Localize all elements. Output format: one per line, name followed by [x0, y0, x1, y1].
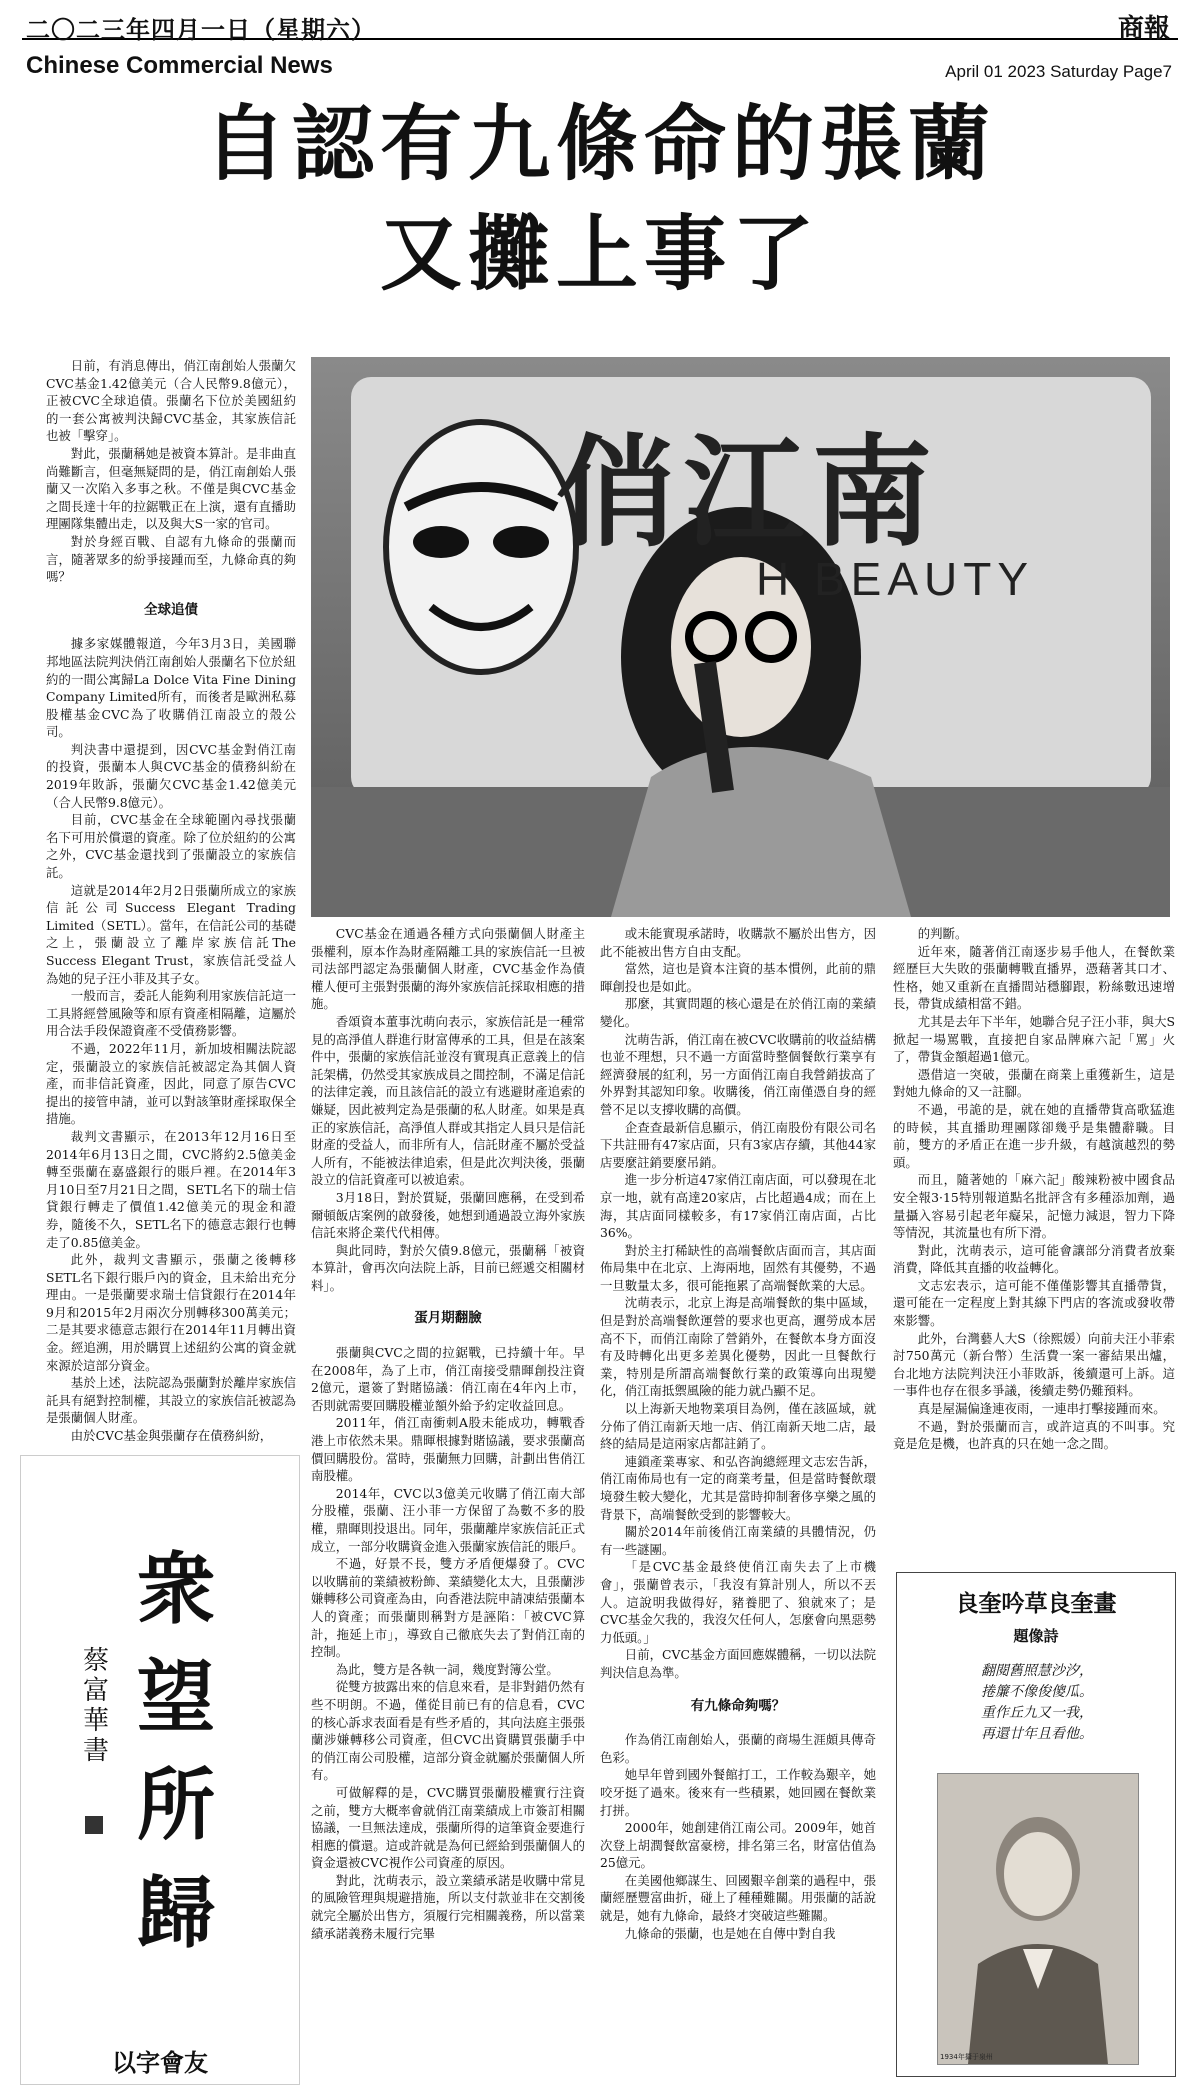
- paragraph: 對此，沈萌表示，這可能會讓部分消費者放棄消費，降低其直播的收益轉化。: [893, 1242, 1175, 1276]
- newspaper-name-chinese: 商報: [1117, 14, 1170, 44]
- calligraphy-text: 衆望所歸: [136, 1544, 215, 1959]
- paragraph: 目前，CVC基金在全球範圍內尋找張蘭名下可用於償還的資產。除了位於紐約的公寓之外，CVC基金還找到了張蘭設立的家族信託。: [46, 812, 296, 881]
- paragraph: 當然，這也是資本注資的基本慣例，此前的鼎暉創投也是如此。: [600, 961, 876, 994]
- paragraph: 2000年，她創建俏江南公司。2009年，她首次登上胡潤餐飲富豪榜，排名第三名，財富估值為25億元。: [600, 1820, 876, 1871]
- poem-panel: [896, 1572, 1176, 2077]
- paragraph: 她早年曾到國外餐館打工，工作較為艱辛，她咬牙挺了過來。後來有一些積累，她回國在餐飲業打拼。: [600, 1767, 876, 1818]
- seal-stamp: [85, 1816, 103, 1834]
- photo-banner-text: 俏江南: [556, 424, 940, 563]
- poem-line: 重作丘九又一我，: [981, 1705, 1093, 1721]
- paragraph: 進一步分析這47家俏江南店面，可以發現在北京一地，就有高達20家店，占比超過4成；而在上海，其店面同樣較多，有17家俏江南店面，占比36%。: [600, 1172, 876, 1241]
- poem-panel-title: 良奎吟草良奎畫: [955, 1591, 1117, 1617]
- article-column-3: [600, 925, 876, 2080]
- paragraph: 企查查最新信息顯示，俏江南股份有限公司名下共註冊有47家店面，只有3家店存續，其他44家店要麼註銷要麼吊銷。: [600, 1119, 876, 1170]
- paragraph: 對於身經百戰、自認有九條命的張蘭而言，隨著眾多的紛爭接踵而至，九條命真的夠嗎？: [46, 533, 296, 585]
- paragraph: 那麼，其實問題的核心還是在於俏江南的業績變化。: [600, 996, 876, 1029]
- poem-subtitle: 題像詩: [1013, 1627, 1059, 1645]
- paragraph: 「是CVC基金最終使俏江南失去了上市機會」，張蘭曾表示，「我沒有算計別人，所以不丟人。這說明我做得好，豬養肥了、狼就來了；是CVC基金欠我的，我沒欠任何人，怎麼會向黑惡勢力低頭。」: [600, 1559, 876, 1645]
- paragraph: 2011年，俏江南衝刺A股未能成功，轉戰香港上市依然未果。鼎暉根據對賭協議，要求張蘭高價回購股份。當時，張蘭無力回購，計劃出售俏江南股權。: [311, 1415, 585, 1484]
- section-heading: 有九條命夠嗎？: [690, 1697, 786, 1714]
- section-heading: 蛋月期翻臉: [414, 1310, 482, 1327]
- paragraph: 基於上述，法院認為張蘭對於離岸家族信託具有絕對控制權，其設立的家族信託被認為是張蘭個人財產。: [46, 1375, 296, 1426]
- paragraph: 香頌資本董事沈萌向表示，家族信託是一種常見的高淨值人群進行財富傳承的工具，但是在該案件中，張蘭的家族信託並沒有實現真正意義上的信託架構，仍然受其家族成員之間控制，不滿足信託的法律定義，而且該信託的設立有逃避財產追索的嫌疑，因此被判定為是張蘭的私人財產。如果是真正的家族信託，高淨值人群或其指定人員只是信託財產的受益人，而非所有人，信託財產不屬於受益人所有，不能被法律追索，但是此次判決後，張蘭設立的信託資產可以被追索。: [311, 1013, 585, 1188]
- paragraph: 張蘭與CVC之間的拉鋸戰，已持續十年。早在2008年，為了上市，俏江南接受鼎暉創投注資2億元，還簽了對賭協議：俏江南在4年內上市，否則就需要回購股權並額外給予約定收益回息。: [311, 1345, 585, 1413]
- paragraph: 此外，裁判文書顯示，張蘭之後轉移SETL名下銀行賬戶內的資金，且未給出充分理由。一是張蘭要求瑞士信貸銀行在2014年9月和2015年2月兩次分別轉移300萬美元；二是其要求德意志銀行在2014年11月轉出資金。經追溯，用於購買上述紐約公寓的資金就來源於這部分資金。: [46, 1252, 296, 1373]
- portrait-caption: 1934年攝于泉州: [940, 2053, 993, 2061]
- paragraph: 以上海新天地物業項目為例，僅在該區域，就分佈了俏江南新天地一店、俏江南新天地二店，最終的結局是這兩家店都註銷了。: [600, 1401, 876, 1452]
- paragraph: 裁判文書顯示，在2013年12月16日至2014年6月13日之間，CVC將約2.5億美金轉至張蘭在嘉盛銀行的賬戶裡。在2014年3月10日至7月21日之間，SETL名下的瑞士信貸銀行轉走了價值1.42億美元的現金和證券，隨後不久，SETL名下的德意志銀行也轉走了0.85億美金。: [46, 1128, 296, 1250]
- headline-line-2: 又攤上事了: [379, 207, 820, 302]
- calligraphy-signature: 蔡富華書: [83, 1646, 110, 1766]
- paragraph: 據多家媒體報道，今年3月3日，美國聯邦地區法院判決俏江南創始人張蘭名下位於紐約的一間公寓歸La Dolce Vita Fine Dining Company Limited所有，而後者是歐洲私募股權基金CVC為了收購俏江南設立的殼公司。: [46, 636, 296, 740]
- paragraph: 或未能實現承諾時，收購款不屬於出售方，因此不能被出售方自由支配。: [600, 926, 876, 959]
- paragraph: 不過，2022年11月，新加坡相關法院認定，張蘭設立的家族信託被認定為其個人資產，而非信託資產，因此，同意了原告CVC提出的接管申請，並可以對該筆財產採取保全措施。: [46, 1040, 296, 1127]
- paragraph: 這就是2014年2月2日張蘭所成立的家族信託公司Success Elegant Trading Limited（SETL）。當年，在信託公司的基礎之上，張蘭設立了離岸家族信託The Success Elegant Trust，家族信託受益人為她的兒子汪小菲及其子女。: [46, 882, 296, 986]
- paragraph: 可做解釋的是，CVC購買張蘭股權實行注資之前，雙方大概率會就俏江南業績成上市簽訂相關協議，一旦無法達成，張蘭所得的這筆資金要進行相應的償還。這或許就是為何已經給到張蘭個人的資金還被CVC視作公司資產的原因。: [311, 1784, 585, 1871]
- paragraph: 日前，有消息傳出，俏江南創始人張蘭欠CVC基金1.42億美元（合人民幣9.8億元），正被CVC全球追債。張蘭名下位於美國紐約的一套公寓被判決歸CVC基金，其家族信託也被「擊穿」。: [46, 358, 296, 444]
- paragraph: 對此，沈萌表示，設立業績承諾是收購中常見的風險管理與規避措施，所以支付款並非在交割後就完全屬於出售方，須履行完相關義務，所以當業績承諾義務未履行完畢: [311, 1872, 585, 1941]
- paragraph: 在美國他鄉謀生、回國艱辛創業的過程中，張蘭經歷豐富曲折，碰上了種種難關。用張蘭的話說就是，她有九條命，最終才突破這些難關。: [600, 1872, 876, 1924]
- paragraph: 近年來，隨著俏江南逐步易手他人，在餐飲業經歷巨大失敗的張蘭轉戰直播界，憑藉著其口才、性格，她又重新在直播間站穩腳跟，粉絲數迅速增長，帶貨成績相當不錯。: [893, 943, 1175, 1012]
- paragraph: 與此同時，對於欠債9.8億元，張蘭稱「被資本算計，會再次向法院上訴，目前已經遞交相關材料」。: [311, 1242, 585, 1293]
- paragraph: 一般而言，委託人能夠利用家族信託這一工具將經營風險等和原有資產相隔離，這屬於用合法手段保證資產不受債務影響。: [46, 988, 296, 1039]
- date-chinese: 二〇二三年四月一日（星期六）: [26, 16, 376, 44]
- paragraph: 對此，張蘭稱她是被資本算計。是非曲直尚難斷言，但毫無疑問的是，俏江南創始人張蘭又一次陷入多事之秋。不僅是與CVC基金之間長達十年的拉鋸戰正在上演，還有直播助理團隊集體出走，以及與大S一家的官司。: [46, 445, 296, 532]
- calligraphy-footer: 以字會友: [112, 2049, 208, 2077]
- headline-line-1: 自認有九條命的張蘭: [203, 97, 996, 192]
- calligraphy-panel: [20, 1455, 300, 2085]
- paragraph: 不過，對於張蘭而言，或許這真的不叫事。究竟是危是機，也許真的只在她一念之間。: [893, 1418, 1175, 1452]
- article-column-2: [311, 925, 585, 2080]
- date-english: April 01 2023 Saturday Page7: [945, 62, 1172, 81]
- paragraph: 判決書中還提到，因CVC基金對俏江南的投資，張蘭本人與CVC基金的債務糾紛在2019年敗訴，張蘭欠CVC基金1.42億美元（合人民幣9.8億元）。: [46, 741, 296, 810]
- section-heading: 全球追債: [144, 601, 198, 618]
- paragraph: 連鎖產業專家、和弘咨詢總經理文志宏告訴，俏江南佈局也有一定的商業考量，但是當時餐飲環境發生較大變化，尤其是當時抑制奢侈享樂之風的背景下，高端餐飲受到的影響較大。: [600, 1453, 876, 1522]
- paragraph: 從雙方披露出來的信息來看，是非對錯仍然有些不明朗。不過，僅從目前已有的信息看，CVC的核心訴求表面看是有些矛盾的，其向法庭主張張蘭涉嫌轉移公司資產，但CVC出資購買張蘭手中的俏江南公司股權，這部分資金就屬於張蘭個人所有。: [311, 1679, 585, 1783]
- photo-banner-text-english: H BEAUTY: [756, 553, 1035, 605]
- paragraph: 沈萌表示，北京上海是高端餐飲的集中區域，但是對於高端餐飲運營的要求也更高，邇勞成本居高不下，而俏江南除了營銷外，在餐飲本身方面沒有及時轉化出更多差異化優勢，因此一旦餐飲行業，特別是所謂高端餐飲行業的政策導向出現變化，俏江南抵禦風險的能力就凸顯不足。: [600, 1295, 876, 1399]
- paragraph: 憑借這一突破，張蘭在商業上重獲新生，這是對她九條命的又一註腳。: [893, 1066, 1175, 1100]
- portrait-photo: [937, 1773, 1139, 2065]
- paragraph: 此外，台灣藝人大S（徐熙媛）向前夫汪小菲索討750萬元（新台幣）生活費一案一審結果出爐，台北地方法院判決汪小菲敗訴，後續還可上訴。這一事件也存在很多爭議，後續走勢仍難預料。: [893, 1330, 1175, 1399]
- paragraph: 為此，雙方是各執一詞，幾度對簿公堂。: [335, 1661, 559, 1677]
- paragraph: 沈萌告訴，俏江南在被CVC收購前的收益結構也並不理想，只不過一方面當時整個餐飲行業享有經濟發展的紅利，另一方面俏江南自我營銷拔高了外界對其認知印象。收購後，俏江南僅憑自身的經營不足以支撐收購的高價。: [600, 1031, 876, 1117]
- paragraph: 不過，弔詭的是，就在她的直播帶貨高歌猛進的時候，其直播助理團隊卻幾乎是集體辭職。目前，雙方的矛盾正在進一步升級，有越演越烈的勢頭。: [893, 1101, 1175, 1170]
- paragraph: 不過，好景不長，雙方矛盾便爆發了。CVC以收購前的業績被粉飾、業績變化太大，且張蘭涉嫌轉移公司資產為由，向香港法院申請凍結張蘭本人的資產；而張蘭則稱對方是誣陷：「被CVC算計，拖延上市」，導致自己徹底失去了對俏江南的控制。: [311, 1556, 585, 1660]
- masthead: [22, 8, 1178, 44]
- paragraph: 而且，隨著她的「麻六記」酸辣粉被中國食品安全報3·15特別報道點名批評含有多種添加劑，過量攝入容易引起老年癡呆，記憶力減退，智力下降等情況，其流量也有所下滑。: [893, 1172, 1175, 1241]
- paragraph: 尤其是去年下半年，她聯合兒子汪小菲，與大S掀起一場罵戰，直接把自家品牌麻六記「罵」火了，帶貨金額超過1億元。: [893, 1013, 1175, 1065]
- poem-text: [927, 1661, 1147, 1745]
- paragraph: 的判斷。: [917, 926, 968, 941]
- masthead-subline: [22, 52, 1178, 80]
- paragraph: 日前，CVC基金方面回應媒體稱，一切以法院判決信息為準。: [600, 1647, 876, 1680]
- poem-line: 再還廿年且看他。: [981, 1726, 1093, 1742]
- poem-line: 捲簾不像俊傻瓜。: [981, 1684, 1093, 1700]
- poem-line: 翻閱舊照慧沙汐，: [981, 1663, 1093, 1679]
- article-column-1: [46, 357, 296, 1450]
- article-photo: [311, 357, 1170, 917]
- paragraph: 由於CVC基金與張蘭存在債務糾紛，: [70, 1428, 273, 1444]
- paragraph: 真是屋漏偏逢連夜雨，一連串打擊接踵而來。: [917, 1401, 1166, 1417]
- portrait-illustration: [938, 1774, 1138, 2064]
- paragraph: 九條命的張蘭，也是她在自傳中對自我: [624, 1925, 836, 1941]
- paragraph: 關於2014年前後俏江南業績的具體情況，仍有一些謎團。: [600, 1524, 876, 1557]
- paragraph: 作為俏江南創始人，張蘭的商場生涯頗具傳奇色彩。: [600, 1732, 876, 1765]
- paragraph: 對於主打稀缺性的高端餐飲店面而言，其店面佈局集中在北京、上海兩地，固然有其優勢，不過一旦數量太多，很可能拖累了高端餐飲業的大忌。: [600, 1242, 876, 1293]
- paragraph: 2014年，CVC以3億美元收購了俏江南大部分股權，張蘭、汪小菲一方保留了為數不多的股權，鼎暉則投退出。同年，張蘭離岸家族信託正式成立，一部分收購資金進入張蘭家族信託的賬戶。: [311, 1485, 585, 1554]
- newspaper-name-english: Chinese Commercial News: [26, 52, 333, 79]
- article-column-4: [893, 925, 1175, 1561]
- paragraph: 文志宏表示，這可能不僅僅影響其直播帶貨，還可能在一定程度上對其線下門店的客流或發收帶來影響。: [893, 1277, 1175, 1329]
- paragraph: 3月18日，對於質疑，張蘭回應稱，在受到希爾頓飯店案例的啟發後，她想到通過設立海外家族信託來將企業代代相傳。: [311, 1189, 585, 1241]
- paragraph: CVC基金在通過各種方式向張蘭個人財產主張權利，原本作為財產隔離工具的家族信託一旦被司法部門認定為張蘭個人財產，CVC基金作為債權人便可主張對張蘭的海外家族信託採取相應的措施。: [311, 926, 585, 1012]
